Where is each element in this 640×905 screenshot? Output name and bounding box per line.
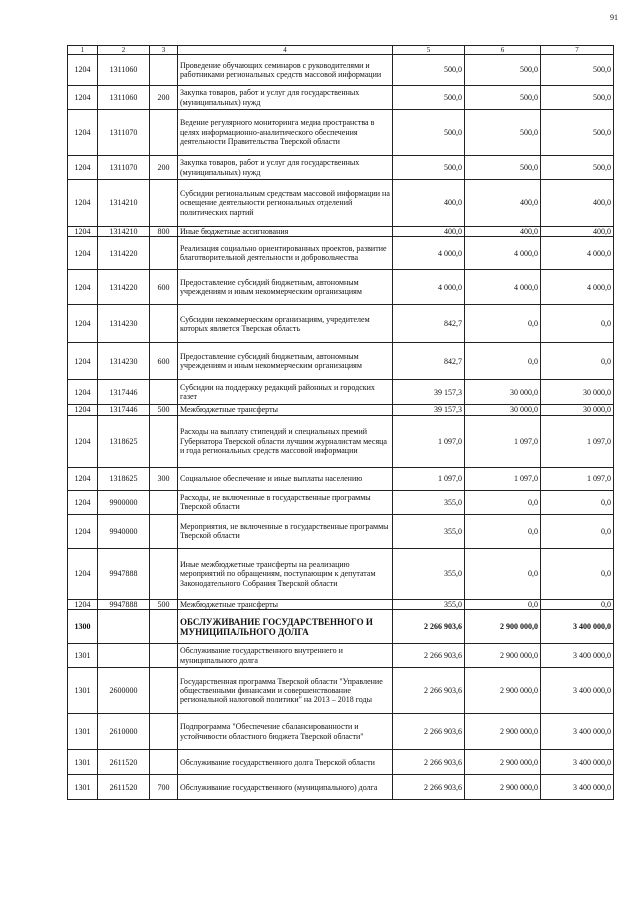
section-code: 1301 (68, 714, 98, 750)
table-row (68, 305, 614, 343)
amount-col6: 0,0 (465, 514, 541, 548)
item-name: Субсидии региональным средствам массовой информации на освещение деятельности региональных отделений политических партий (178, 180, 393, 227)
amount-col7: 0,0 (541, 343, 614, 380)
budget-table (67, 45, 614, 800)
amount-col5: 39 157,3 (393, 380, 465, 405)
section-code: 1204 (68, 156, 98, 180)
amount-col6: 4 000,0 (465, 270, 541, 305)
expense-type-code (150, 668, 178, 714)
target-article-code: 1314220 (98, 237, 150, 270)
amount-col6: 2 900 000,0 (465, 644, 541, 668)
item-name: Подпрограмма "Обеспечение сбалансированности и устойчивости областного бюджета Тверской области" (178, 714, 393, 750)
table-row (68, 55, 614, 86)
amount-col6: 2 900 000,0 (465, 714, 541, 750)
amount-col7: 0,0 (541, 305, 614, 343)
table-row (68, 405, 614, 415)
amount-col7: 0,0 (541, 490, 614, 514)
amount-col6: 0,0 (465, 548, 541, 599)
section-code: 1204 (68, 237, 98, 270)
amount-col6: 30 000,0 (465, 380, 541, 405)
target-article-code: 2611520 (98, 775, 150, 800)
section-code: 1204 (68, 227, 98, 237)
amount-col7: 500,0 (541, 55, 614, 86)
table-row (68, 86, 614, 110)
amount-col6: 0,0 (465, 305, 541, 343)
expense-type-code (150, 514, 178, 548)
amount-col5: 400,0 (393, 180, 465, 227)
item-name: Социальное обеспечение и иные выплаты населению (178, 467, 393, 490)
table-row (68, 415, 614, 467)
table-row (68, 270, 614, 305)
amount-col7: 4 000,0 (541, 237, 614, 270)
amount-col7: 4 000,0 (541, 270, 614, 305)
item-name: Ведение регулярного мониторинга медиа пространства в целях информационно-аналитического обеспечения деятельности Правительства Тверской области (178, 110, 393, 156)
item-name: Закупка товаров, работ и услуг для государственных (муниципальных) нужд (178, 86, 393, 110)
expense-type-code: 800 (150, 227, 178, 237)
amount-col7: 3 400 000,0 (541, 610, 614, 644)
table-body (68, 55, 614, 800)
target-article-code: 1318625 (98, 467, 150, 490)
section-code: 1204 (68, 490, 98, 514)
section-code: 1301 (68, 775, 98, 800)
target-article-code: 1314230 (98, 305, 150, 343)
amount-col7: 0,0 (541, 514, 614, 548)
amount-col6: 2 900 000,0 (465, 750, 541, 775)
amount-col6: 0,0 (465, 599, 541, 609)
target-article-code (98, 644, 150, 668)
section-code: 1301 (68, 750, 98, 775)
target-article-code: 9947888 (98, 599, 150, 609)
amount-col6: 400,0 (465, 227, 541, 237)
target-article-code: 2600000 (98, 668, 150, 714)
expense-type-code: 700 (150, 775, 178, 800)
amount-col5: 2 266 903,6 (393, 750, 465, 775)
table-row (68, 237, 614, 270)
amount-col7: 30 000,0 (541, 380, 614, 405)
amount-col6: 0,0 (465, 343, 541, 380)
table-row (68, 714, 614, 750)
column-header: 3 (150, 46, 178, 55)
amount-col7: 500,0 (541, 110, 614, 156)
amount-col6: 0,0 (465, 490, 541, 514)
section-code: 1204 (68, 467, 98, 490)
amount-col7: 400,0 (541, 227, 614, 237)
section-code: 1301 (68, 644, 98, 668)
amount-col5: 4 000,0 (393, 270, 465, 305)
section-code: 1204 (68, 405, 98, 415)
amount-col5: 355,0 (393, 548, 465, 599)
table-row (68, 467, 614, 490)
table-row (68, 668, 614, 714)
item-name: Мероприятия, не включенные в государственные программы Тверской области (178, 514, 393, 548)
amount-col7: 30 000,0 (541, 405, 614, 415)
item-name: Иные межбюджетные трансферты на реализацию мероприятий по обращениям, поступающим к депутатам Законодательного Собрания Тверской области (178, 548, 393, 599)
amount-col6: 1 097,0 (465, 415, 541, 467)
section-code: 1204 (68, 514, 98, 548)
item-name: Межбюджетные трансферты (178, 405, 393, 415)
amount-col6: 500,0 (465, 110, 541, 156)
amount-col6: 500,0 (465, 55, 541, 86)
amount-col7: 3 400 000,0 (541, 668, 614, 714)
amount-col7: 3 400 000,0 (541, 644, 614, 668)
expense-type-code (150, 415, 178, 467)
table-row (68, 514, 614, 548)
expense-type-code (150, 490, 178, 514)
section-code: 1204 (68, 599, 98, 609)
table-row (68, 644, 614, 668)
amount-col7: 500,0 (541, 86, 614, 110)
amount-col5: 500,0 (393, 156, 465, 180)
section-code: 1300 (68, 610, 98, 644)
amount-col7: 3 400 000,0 (541, 750, 614, 775)
table-row (68, 227, 614, 237)
table-row (68, 610, 614, 644)
table-row (68, 599, 614, 609)
amount-col5: 2 266 903,6 (393, 668, 465, 714)
table-row (68, 548, 614, 599)
table-row (68, 490, 614, 514)
amount-col6: 2 900 000,0 (465, 610, 541, 644)
column-header: 5 (393, 46, 465, 55)
amount-col5: 4 000,0 (393, 237, 465, 270)
table-row (68, 343, 614, 380)
item-name: Субсидии на поддержку редакций районных и городских газет (178, 380, 393, 405)
amount-col5: 500,0 (393, 110, 465, 156)
column-number-row (68, 46, 614, 55)
amount-col6: 30 000,0 (465, 405, 541, 415)
expense-type-code (150, 548, 178, 599)
item-name: Межбюджетные трансферты (178, 599, 393, 609)
expense-type-code (150, 750, 178, 775)
item-name: Предоставление субсидий бюджетным, автономным учреждениям и иным некоммерческим организациям (178, 343, 393, 380)
target-article-code: 9947888 (98, 548, 150, 599)
amount-col5: 39 157,3 (393, 405, 465, 415)
section-code: 1204 (68, 380, 98, 405)
amount-col6: 400,0 (465, 180, 541, 227)
section-code: 1204 (68, 55, 98, 86)
expense-type-code (150, 610, 178, 644)
item-name: ОБСЛУЖИВАНИЕ ГОСУДАРСТВЕННОГО И МУНИЦИПАЛЬНОГО ДОЛГА (178, 610, 393, 644)
target-article-code: 1317446 (98, 380, 150, 405)
target-article-code: 1314220 (98, 270, 150, 305)
amount-col5: 842,7 (393, 305, 465, 343)
section-code: 1204 (68, 180, 98, 227)
amount-col5: 842,7 (393, 343, 465, 380)
table-row (68, 775, 614, 800)
expense-type-code: 300 (150, 467, 178, 490)
section-code: 1204 (68, 86, 98, 110)
table-row (68, 156, 614, 180)
amount-col7: 1 097,0 (541, 415, 614, 467)
section-code: 1204 (68, 548, 98, 599)
amount-col7: 0,0 (541, 599, 614, 609)
target-article-code (98, 610, 150, 644)
item-name: Субсидии некоммерческим организациям, учредителем которых является Тверская область (178, 305, 393, 343)
table-row (68, 380, 614, 405)
expense-type-code: 200 (150, 156, 178, 180)
amount-col6: 1 097,0 (465, 467, 541, 490)
item-name: Обслуживание государственного долга Тверской области (178, 750, 393, 775)
amount-col5: 355,0 (393, 599, 465, 609)
target-article-code: 1311070 (98, 110, 150, 156)
amount-col5: 355,0 (393, 514, 465, 548)
expense-type-code (150, 644, 178, 668)
amount-col6: 4 000,0 (465, 237, 541, 270)
target-article-code: 1314230 (98, 343, 150, 380)
target-article-code: 1311060 (98, 86, 150, 110)
amount-col6: 500,0 (465, 156, 541, 180)
amount-col7: 1 097,0 (541, 467, 614, 490)
table-row (68, 110, 614, 156)
item-name: Иные бюджетные ассигнования (178, 227, 393, 237)
section-code: 1204 (68, 343, 98, 380)
amount-col5: 1 097,0 (393, 467, 465, 490)
amount-col5: 2 266 903,6 (393, 644, 465, 668)
expense-type-code: 500 (150, 405, 178, 415)
target-article-code: 9940000 (98, 514, 150, 548)
page-number: 91 (610, 13, 618, 22)
item-name: Расходы, не включенные в государственные программы Тверской области (178, 490, 393, 514)
expense-type-code (150, 180, 178, 227)
target-article-code: 1317446 (98, 405, 150, 415)
expense-type-code: 500 (150, 599, 178, 609)
item-name: Предоставление субсидий бюджетным, автономным учреждениям и иным некоммерческим организациям (178, 270, 393, 305)
item-name: Реализация социально ориентированных проектов, развитие благотворительной деятельности и добровольчества (178, 237, 393, 270)
amount-col5: 355,0 (393, 490, 465, 514)
column-header: 1 (68, 46, 98, 55)
column-header: 6 (465, 46, 541, 55)
amount-col7: 400,0 (541, 180, 614, 227)
expense-type-code (150, 380, 178, 405)
target-article-code: 2610000 (98, 714, 150, 750)
item-name: Проведение обучающих семинаров с руководителями и работниками региональных средств массовой информации (178, 55, 393, 86)
target-article-code: 1318625 (98, 415, 150, 467)
section-code: 1301 (68, 668, 98, 714)
amount-col6: 500,0 (465, 86, 541, 110)
amount-col7: 3 400 000,0 (541, 714, 614, 750)
section-code: 1204 (68, 415, 98, 467)
item-name: Расходы на выплату стипендий и специальных премий Губернатора Тверской области лучшим журналистам месяца и года региональных средств массовой информации (178, 415, 393, 467)
amount-col7: 3 400 000,0 (541, 775, 614, 800)
table-row (68, 180, 614, 227)
section-code: 1204 (68, 110, 98, 156)
amount-col7: 500,0 (541, 156, 614, 180)
amount-col5: 2 266 903,6 (393, 714, 465, 750)
amount-col5: 500,0 (393, 55, 465, 86)
item-name: Обслуживание государственного внутреннего и муниципального долга (178, 644, 393, 668)
item-name: Обслуживание государственного (муниципального) долга (178, 775, 393, 800)
amount-col5: 2 266 903,6 (393, 610, 465, 644)
expense-type-code: 200 (150, 86, 178, 110)
target-article-code: 2611520 (98, 750, 150, 775)
amount-col5: 2 266 903,6 (393, 775, 465, 800)
target-article-code: 1314210 (98, 180, 150, 227)
expense-type-code (150, 305, 178, 343)
column-header: 4 (178, 46, 393, 55)
amount-col5: 400,0 (393, 227, 465, 237)
target-article-code: 1314210 (98, 227, 150, 237)
amount-col6: 2 900 000,0 (465, 668, 541, 714)
column-header: 7 (541, 46, 614, 55)
target-article-code: 1311060 (98, 55, 150, 86)
section-code: 1204 (68, 270, 98, 305)
item-name: Закупка товаров, работ и услуг для государственных (муниципальных) нужд (178, 156, 393, 180)
item-name: Государственная программа Тверской области "Управление общественными финансами и совершенствование региональной налоговой политики" на 2013 – 2018 годы (178, 668, 393, 714)
amount-col5: 500,0 (393, 86, 465, 110)
amount-col5: 1 097,0 (393, 415, 465, 467)
target-article-code: 9900000 (98, 490, 150, 514)
target-article-code: 1311070 (98, 156, 150, 180)
expense-type-code (150, 237, 178, 270)
expense-type-code (150, 110, 178, 156)
amount-col7: 0,0 (541, 548, 614, 599)
section-code: 1204 (68, 305, 98, 343)
amount-col6: 2 900 000,0 (465, 775, 541, 800)
expense-type-code (150, 714, 178, 750)
expense-type-code (150, 55, 178, 86)
expense-type-code: 600 (150, 270, 178, 305)
expense-type-code: 600 (150, 343, 178, 380)
table-row (68, 750, 614, 775)
column-header: 2 (98, 46, 150, 55)
